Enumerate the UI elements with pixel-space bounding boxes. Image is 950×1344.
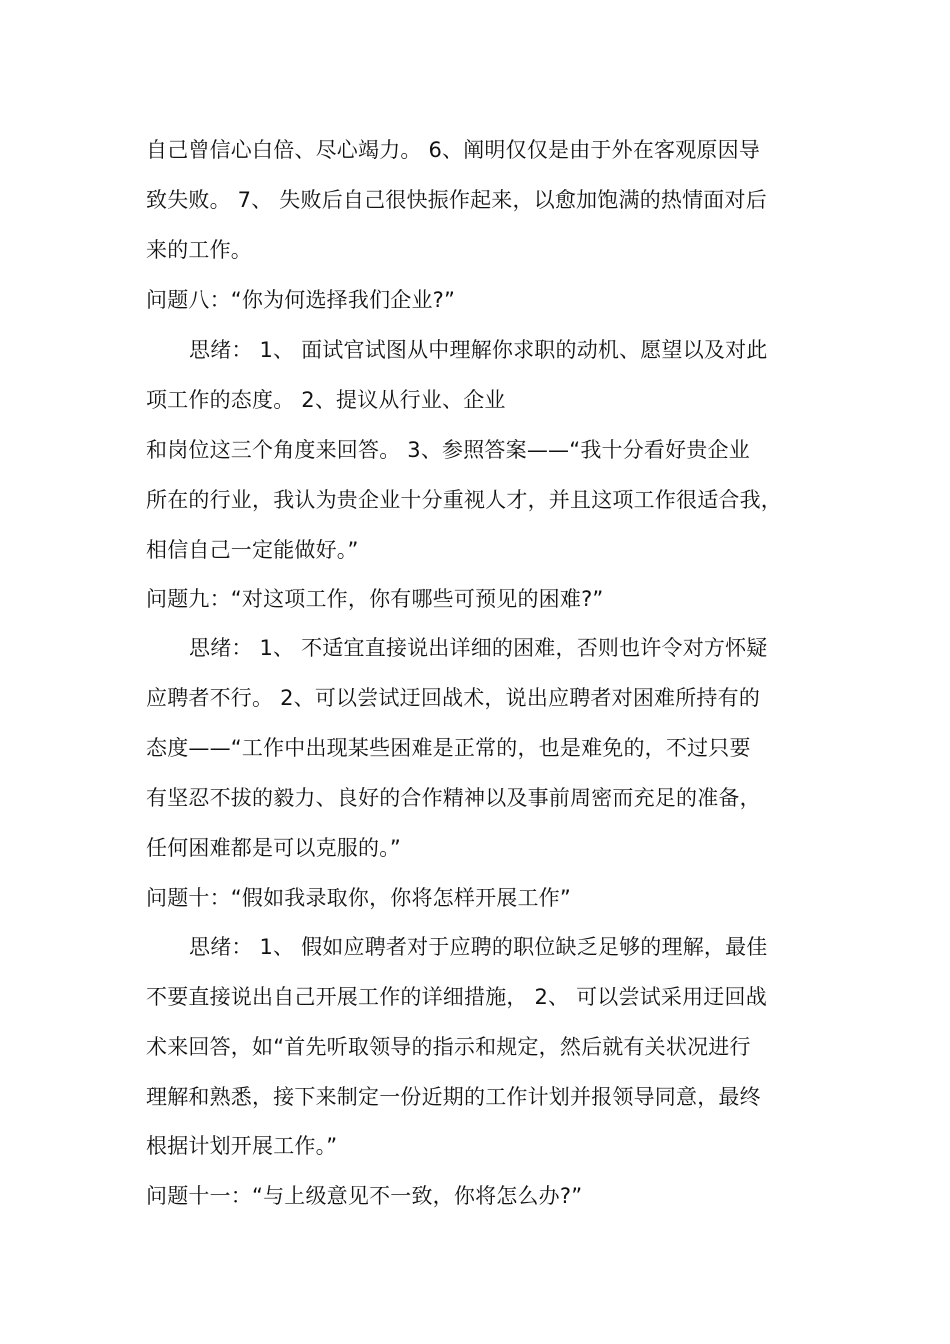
text-line: 和岗位这三个角度来回答。 3、参照答案——“我十分看好贵企业 [146,438,750,462]
text-line: 致失败。 7、 失败后自己很快振作起来，以愈加饱满的热情面对后 [146,188,767,212]
text-line: 思绪： 1、 面试官试图从中理解你求职的动机、愿望以及对此 [189,338,768,362]
text-line: 应聘者不行。 2、可以尝试迂回战术，说出应聘者对困难所持有的 [146,686,761,710]
text-line: 所在的行业，我认为贵企业十分重视人才，并且这项工作很适合我， [146,488,782,512]
text-line: 项工作的态度。 2、提议从行业、企业 [146,388,506,412]
text-line: 不要直接说出自己开展工作的详细措施， 2、 可以尝试采用迂回战 [146,985,767,1009]
question-heading: 问题八：“你为何选择我们企业?” [146,288,456,312]
text-line: 相信自己一定能做好。” [146,538,359,562]
text-line: 思绪： 1、 假如应聘者对于应聘的职位缺乏足够的理解，最佳 [189,935,768,959]
text-line: 态度——“工作中出现某些困难是正常的，也是难免的，不过只要 [146,736,751,760]
text-line: 任何困难都是可以克服的。” [146,836,401,860]
text-line: 术来回答，如“首先听取领导的指示和规定，然后就有关状况进行 [146,1035,751,1059]
text-line: 理解和熟悉，接下来制定一份近期的工作计划并报领导同意，最终 [146,1085,761,1109]
text-line: 根据计划开展工作。” [146,1134,338,1158]
text-line: 有坚忍不拔的毅力、良好的合作精神以及事前周密而充足的准备， [146,786,761,810]
question-heading: 问题十一：“与上级意见不一致，你将怎么办?” [146,1184,583,1208]
text-line: 思绪： 1、 不适宜直接说出详细的困难，否则也许令对方怀疑 [189,636,768,660]
question-heading: 问题十：“假如我录取你，你将怎样开展工作” [146,886,571,910]
text-line: 来的工作。 [146,238,252,262]
text-line: 自己曾信心白倍、尽心竭力。 6、阐明仅仅是由于外在客观原因导 [146,138,761,162]
question-heading: 问题九：“对这项工作，你有哪些可预见的困难?” [146,587,604,611]
